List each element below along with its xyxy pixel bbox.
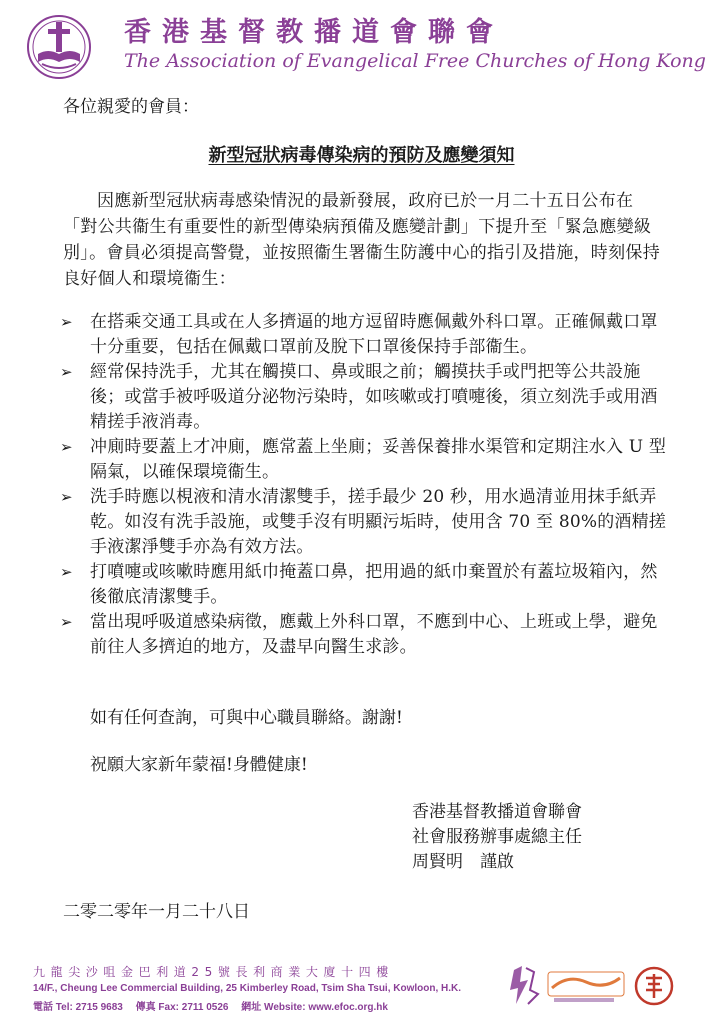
salutation: 各位親愛的會員： [63, 97, 199, 117]
footer-fax: 傳真 Fax: 2711 0526 [135, 1002, 229, 1013]
partner-logos [508, 960, 678, 1010]
signature-organization: 香港基督教播道會聯會 [412, 802, 582, 822]
list-item-text: 洗手時應以梘液和清水清潔雙手，搓手最少 20 秒，用水過清並用抹手紙弄乾。如沒有洗手設施，或雙手沒有明顯污垢時，使用含 70 至 80%的酒精搓手液潔淨雙手亦為有效方法。 [90, 487, 667, 557]
wise-giving-logo-icon [548, 972, 624, 1002]
arrow-bullet-icon: ➢ [60, 613, 73, 631]
organization-name-chinese: 香港基督教播道會聯會 [124, 17, 504, 48]
list-item [60, 435, 670, 485]
arrow-bullet-icon: ➢ [60, 563, 73, 581]
signature-name: 周賢明 謹啟 [412, 852, 514, 872]
list-item [60, 610, 670, 660]
list-item-text: 經常保持洗手，尤其在觸摸口、鼻或眼之前；觸摸扶手或門把等公共設施後；或當手被呼吸道分泌物污染時，如咳嗽或打噴嚏後，須立刻洗手或用酒精搓手液消毒。 [90, 362, 658, 432]
intro-paragraph: 因應新型冠狀病毒感染情況的最新發展，政府已於一月二十五日公布在「對公共衞生有重要性的新型傳染病預備及應變計劃」下提升至「緊急應變級別」。會員必須提高警覺，並按照衞生署衞生防護中心的指引及措施，時刻保持良好個人和環境衞生： [63, 191, 660, 289]
footer-tel: 電話 Tel: 2715 9683 [33, 1002, 123, 1013]
precaution-list [60, 310, 670, 660]
signature-block [412, 800, 582, 875]
footer-website: 網址 Website: www.efoc.org.hk [241, 1002, 388, 1013]
seal-logo-icon [636, 968, 672, 1004]
list-item [60, 560, 670, 610]
enquiry-paragraph: 如有任何查詢，可與中心職員聯絡。謝謝! [90, 708, 403, 728]
association-logo-icon [26, 14, 92, 80]
signature-title: 社會服務辦事處總主任 [412, 827, 582, 847]
arrow-bullet-icon: ➢ [60, 313, 73, 331]
arrow-bullet-icon: ➢ [60, 488, 73, 506]
list-item [60, 360, 670, 435]
footer-address-english: 14/F., Cheung Lee Commercial Building, 25 Kimberley Road, Tsim Sha Tsui, Kowloon, H.K. [33, 983, 462, 994]
footer-contact [33, 998, 398, 1013]
organization-name-english: The Association of Evangelical Free Churches of Hong Kong [124, 50, 706, 72]
social-service-logo-icon [510, 966, 538, 1004]
footer-address-chinese: 九龍尖沙咀金巴利道25號長利商業大廈十四樓 [33, 965, 394, 979]
letter-date: 二零二零年一月二十八日 [63, 902, 250, 922]
list-item-text: 當出現呼吸道感染病徵，應戴上外科口罩，不應到中心、上班或上學，避免前往人多擠迫的地方，及盡早向醫生求診。 [90, 612, 658, 657]
new-year-wish: 祝願大家新年蒙福!身體健康! [90, 755, 308, 775]
list-item [60, 485, 670, 560]
notice-title [0, 141, 723, 167]
arrow-bullet-icon: ➢ [60, 363, 73, 381]
list-item [60, 310, 670, 360]
notice-title-text: 新型冠狀病毒傳染病的預防及應變須知 [208, 145, 515, 166]
arrow-bullet-icon: ➢ [60, 438, 73, 456]
list-item-text: 打噴嚏或咳嗽時應用紙巾掩蓋口鼻，把用過的紙巾棄置於有蓋垃圾箱內，然後徹底清潔雙手。 [90, 562, 658, 607]
list-item-text: 冲廁時要蓋上才冲廁，應常蓋上坐廁；妥善保養排水渠管和定期注水入 U 型隔氣，以確保環境衞生。 [90, 437, 667, 482]
list-item-text: 在搭乘交通工具或在人多擠逼的地方逗留時應佩戴外科口罩。正確佩戴口罩十分重要，包括在佩戴口罩前及脫下口罩後保持手部衞生。 [90, 312, 658, 357]
